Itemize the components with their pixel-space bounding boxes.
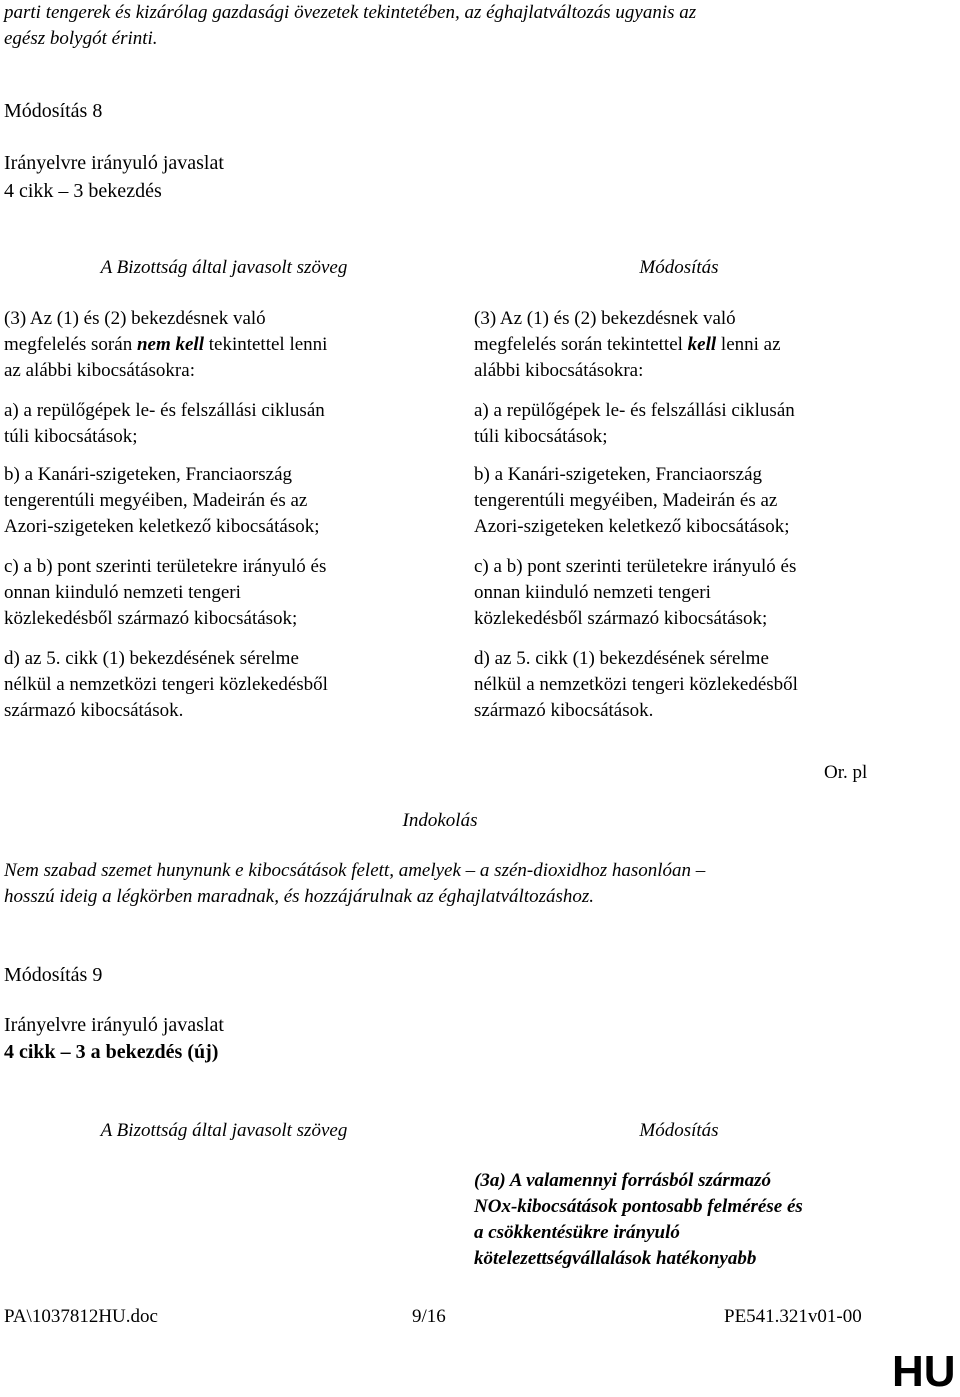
left-p3-line-2a: megfelelés során bbox=[4, 334, 137, 355]
left-p3-line-3: az alábbi kibocsátásokra: bbox=[4, 360, 195, 381]
right-pb-line-2: tengerentúli megyéiben, Madeirán és az bbox=[474, 490, 778, 511]
a9-right-line-2: NOx-kibocsátások pontosabb felmérése és bbox=[474, 1196, 803, 1217]
left-point-c bbox=[4, 554, 444, 632]
left-pc-line-3: közlekedésből származó kibocsátások; bbox=[4, 608, 298, 629]
amendment-9-left-column-header: A Bizottság által javasolt szöveg bbox=[100, 1120, 348, 1141]
left-pb-line-2: tengerentúli megyéiben, Madeirán és az bbox=[4, 490, 308, 511]
left-pa-line-2: túli kibocsátások; bbox=[4, 426, 138, 447]
left-p3-line-2c: tekintettel lenni bbox=[203, 334, 328, 355]
footer-language-code: HU bbox=[892, 1347, 956, 1396]
left-p3-line-1: (3) Az (1) és (2) bekezdésnek való bbox=[4, 308, 266, 329]
right-pc-line-3: közlekedésből származó kibocsátások; bbox=[474, 608, 768, 629]
left-point-d bbox=[4, 646, 444, 724]
left-pd-line-3: származó kibocsátások. bbox=[4, 700, 184, 721]
right-p3-line-1: (3) Az (1) és (2) bekezdésnek való bbox=[474, 308, 736, 329]
left-pb-line-3: Azori-szigeteken keletkező kibocsátások; bbox=[4, 516, 320, 537]
footer-page-number: 9/16 bbox=[412, 1306, 446, 1327]
left-point-b bbox=[4, 462, 444, 540]
left-p3-emphasis: nem kell bbox=[136, 334, 204, 355]
right-pa-line-1: a) a repülőgépek le- és felszállási ciklusán bbox=[474, 400, 795, 421]
right-p3-line-2c: lenni az bbox=[716, 334, 781, 355]
left-pa-line-1: a) a repülőgépek le- és felszállási ciklusán bbox=[4, 400, 325, 421]
right-point-d bbox=[474, 646, 914, 724]
right-point-a bbox=[474, 398, 914, 450]
right-p3-line-2 bbox=[474, 332, 914, 358]
right-p3-line-3: alábbi kibocsátásokra: bbox=[474, 360, 644, 381]
amendment-9-right-column-header: Módosítás bbox=[639, 1120, 719, 1141]
left-pd-line-2: nélkül a nemzetközi tengeri közlekedésből bbox=[4, 674, 328, 695]
amendment-9-title: Módosítás 9 bbox=[4, 964, 103, 986]
amendment-8-proposal: Irányelvre irányuló javaslat bbox=[4, 152, 224, 174]
right-pd-line-2: nélkül a nemzetközi tengeri közlekedésből bbox=[474, 674, 798, 695]
amendment-9-article: 4 cikk – 3 a bekezdés (új) bbox=[4, 1041, 219, 1063]
right-pb-line-3: Azori-szigeteken keletkező kibocsátások; bbox=[474, 516, 790, 537]
amendment-9-proposal: Irányelvre irányuló javaslat bbox=[4, 1014, 224, 1036]
right-pc-line-2: onnan kiinduló nemzeti tengeri bbox=[474, 582, 711, 603]
right-pb-line-1: b) a Kanári-szigeteken, Franciaország bbox=[474, 464, 763, 485]
continued-text-line-1: parti tengerek és kizárólag gazdasági övezetek tekintetében, az éghajlatváltozás ugyanis az bbox=[4, 2, 697, 23]
left-p3-line-2 bbox=[4, 332, 444, 358]
footer-doc-reference: PA\1037812HU.doc bbox=[4, 1306, 158, 1327]
left-paragraph-3 bbox=[4, 306, 444, 384]
amendment-9-right-text bbox=[474, 1168, 914, 1272]
right-p3-line-2a: megfelelés során tekintettel bbox=[474, 334, 688, 355]
right-pc-line-1: c) a b) pont szerinti területekre irányuló és bbox=[474, 556, 797, 577]
footer-pe-reference: PE541.321v01-00 bbox=[724, 1306, 862, 1327]
left-point-a bbox=[4, 398, 444, 450]
right-pd-line-1: d) az 5. cikk (1) bekezdésének sérelme bbox=[474, 648, 769, 669]
right-p3-emphasis: kell bbox=[687, 334, 717, 355]
amendment-8-title: Módosítás 8 bbox=[4, 100, 103, 122]
right-point-c bbox=[474, 554, 914, 632]
justification-text bbox=[4, 858, 934, 910]
amendment-8-article: 4 cikk – 3 bekezdés bbox=[4, 180, 162, 202]
right-paragraph-3 bbox=[474, 306, 914, 384]
justification-line-2: hosszú ideig a légkörben maradnak, és hozzájárulnak az éghajlatváltozáshoz. bbox=[4, 886, 595, 907]
right-pd-line-3: származó kibocsátások. bbox=[474, 700, 654, 721]
left-pb-line-1: b) a Kanári-szigeteken, Franciaország bbox=[4, 464, 293, 485]
a9-right-line-3: a csökkentésükre irányuló bbox=[474, 1222, 680, 1243]
justification-title: Indokolás bbox=[402, 810, 478, 831]
left-pd-line-1: d) az 5. cikk (1) bekezdésének sérelme bbox=[4, 648, 299, 669]
amendment-8-right-column-header: Módosítás bbox=[639, 257, 719, 278]
right-point-b bbox=[474, 462, 914, 540]
amendment-8-left-column-header: A Bizottság által javasolt szöveg bbox=[100, 257, 348, 278]
continued-text-line-2: egész bolygót érinti. bbox=[4, 28, 158, 49]
left-pc-line-1: c) a b) pont szerinti területekre irányuló és bbox=[4, 556, 327, 577]
justification-line-1: Nem szabad szemet hunynunk e kibocsátások felett, amelyek – a szén-dioxidhoz hasonlóan – bbox=[4, 860, 706, 881]
right-pa-line-2: túli kibocsátások; bbox=[474, 426, 608, 447]
a9-right-line-4: kötelezettségvállalások hatékonyabb bbox=[474, 1248, 757, 1269]
a9-right-line-1: (3a) A valamennyi forrásból származó bbox=[474, 1170, 771, 1191]
left-pc-line-2: onnan kiinduló nemzeti tengeri bbox=[4, 582, 241, 603]
original-language-tag: Or. pl bbox=[824, 762, 868, 783]
